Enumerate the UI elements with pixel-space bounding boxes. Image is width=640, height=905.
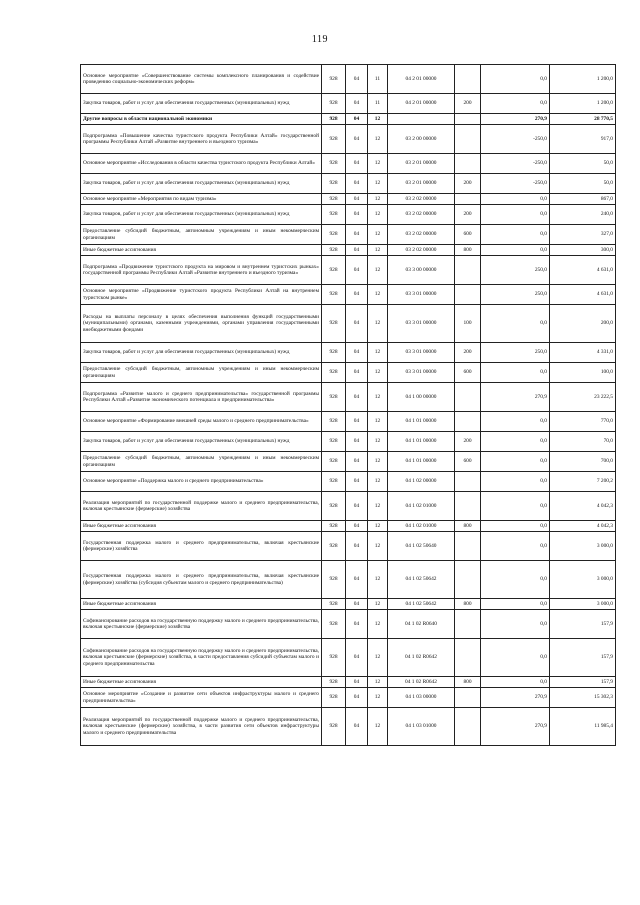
amount-change-cell: 0,0 <box>481 65 550 94</box>
amount-total-cell: 100,0 <box>550 363 616 383</box>
admin-code-cell: 928 <box>322 94 346 114</box>
table-row <box>81 363 616 383</box>
table-row <box>81 599 616 610</box>
expense-type-cell: 200 <box>455 205 481 225</box>
amount-change-cell: 0,0 <box>481 194 550 205</box>
target-article-cell: 04 1 02 50640 <box>388 532 455 561</box>
admin-code-cell: 928 <box>322 639 346 677</box>
amount-change-cell: 0,0 <box>481 521 550 532</box>
amount-total-cell: 300,0 <box>550 245 616 256</box>
table-row <box>81 521 616 532</box>
row-name-cell: Закупка товаров, работ и услуг для обеспечения государственных (муниципальных) нужд <box>81 432 322 452</box>
row-name-cell: Подпрограмма «Продвижение туристского продукта на мировом и внутреннем туристских рынках» государственной программы Республики Алтай «Развитие внутреннего и въездного туризма» <box>81 256 322 285</box>
amount-total-cell: 28 770,5 <box>550 114 616 125</box>
row-name-cell: Иные бюджетные ассигнования <box>81 599 322 610</box>
subsection-code-cell: 12 <box>368 256 388 285</box>
admin-code-cell: 928 <box>322 561 346 599</box>
amount-change-cell: -250,0 <box>481 154 550 174</box>
section-code-cell: 04 <box>346 432 368 452</box>
expense-type-cell <box>455 472 481 492</box>
expense-type-cell <box>455 154 481 174</box>
section-code-cell: 04 <box>346 677 368 688</box>
amount-total-cell: 157,9 <box>550 677 616 688</box>
table-row <box>81 432 616 452</box>
admin-code-cell: 928 <box>322 114 346 125</box>
amount-total-cell: 240,0 <box>550 205 616 225</box>
admin-code-cell: 928 <box>322 205 346 225</box>
table-row <box>81 472 616 492</box>
target-article-cell: 04 1 02 50642 <box>388 599 455 610</box>
expense-type-cell <box>455 708 481 746</box>
expense-type-cell <box>455 125 481 154</box>
amount-change-cell: 270,9 <box>481 708 550 746</box>
row-name-cell: Основное мероприятие «Поддержка малого и среднего предпринимательства» <box>81 472 322 492</box>
row-name-cell: Другие вопросы в области национальной экономики <box>81 114 322 125</box>
subsection-code-cell: 12 <box>368 677 388 688</box>
section-code-cell: 04 <box>346 599 368 610</box>
subsection-code-cell: 12 <box>368 610 388 639</box>
subsection-code-cell: 12 <box>368 452 388 472</box>
subsection-code-cell: 12 <box>368 194 388 205</box>
amount-total-cell: 4 042,3 <box>550 521 616 532</box>
amount-total-cell: 23 222,5 <box>550 383 616 412</box>
section-code-cell: 04 <box>346 94 368 114</box>
amount-total-cell: 700,0 <box>550 452 616 472</box>
row-name-cell: Реализация мероприятий по государственной поддержке малого и среднего предпринимательства, включая крестьянские (фермерские) хозяйства <box>81 492 322 521</box>
row-name-cell: Расходы на выплаты персоналу в целях обеспечения выполнения функций государственными (муниципальными) органами, казенными учреждениями, органами управления государственными внебюджетными фондами <box>81 305 322 343</box>
row-name-cell: Предоставление субсидий бюджетным, автономным учреждениям и иным некоммерческим организациям <box>81 452 322 472</box>
amount-change-cell: 0,0 <box>481 305 550 343</box>
row-name-cell: Основное мероприятие «Формирование внешней среды малого и среднего предпринимательства» <box>81 412 322 432</box>
amount-change-cell: -250,0 <box>481 125 550 154</box>
subsection-code-cell: 12 <box>368 383 388 412</box>
amount-change-cell: 0,0 <box>481 610 550 639</box>
amount-total-cell: 4 631,0 <box>550 256 616 285</box>
target-article-cell: 04 1 02 01000 <box>388 521 455 532</box>
admin-code-cell: 928 <box>322 256 346 285</box>
target-article-cell <box>388 114 455 125</box>
admin-code-cell: 928 <box>322 610 346 639</box>
expense-type-cell <box>455 532 481 561</box>
budget-table <box>80 64 616 746</box>
amount-change-cell: 270,9 <box>481 383 550 412</box>
section-code-cell: 04 <box>346 561 368 599</box>
section-code-cell: 04 <box>346 639 368 677</box>
admin-code-cell: 928 <box>322 65 346 94</box>
target-article-cell: 04 1 00 00000 <box>388 383 455 412</box>
amount-total-cell: 70,0 <box>550 432 616 452</box>
table-row <box>81 532 616 561</box>
expense-type-cell <box>455 639 481 677</box>
expense-type-cell: 200 <box>455 94 481 114</box>
table-row <box>81 561 616 599</box>
subsection-code-cell: 12 <box>368 305 388 343</box>
table-row <box>81 114 616 125</box>
amount-change-cell: 0,0 <box>481 363 550 383</box>
admin-code-cell: 928 <box>322 225 346 245</box>
admin-code-cell: 928 <box>322 708 346 746</box>
amount-change-cell: 0,0 <box>481 639 550 677</box>
expense-type-cell <box>455 688 481 708</box>
table-row <box>81 412 616 432</box>
subsection-code-cell: 12 <box>368 532 388 561</box>
target-article-cell: 03 3 01 00000 <box>388 363 455 383</box>
row-name-cell: Подпрограмма «Повышение качества туристского продукта Республики Алтай» государственной программы Республики Алтай «Развитие внутреннего и въездного туризма» <box>81 125 322 154</box>
amount-change-cell: -250,0 <box>481 174 550 194</box>
target-article-cell: 03 3 01 00000 <box>388 285 455 305</box>
target-article-cell: 03 2 02 00000 <box>388 205 455 225</box>
amount-change-cell: 250,0 <box>481 285 550 305</box>
amount-change-cell: 0,0 <box>481 412 550 432</box>
amount-change-cell: 0,0 <box>481 472 550 492</box>
section-code-cell: 04 <box>346 363 368 383</box>
expense-type-cell: 200 <box>455 432 481 452</box>
amount-change-cell: 0,0 <box>481 452 550 472</box>
amount-total-cell: 4 042,3 <box>550 492 616 521</box>
expense-type-cell <box>455 194 481 205</box>
target-article-cell: 03 2 01 00000 <box>388 174 455 194</box>
amount-change-cell: 250,0 <box>481 256 550 285</box>
target-article-cell: 04 1 02 00000 <box>388 472 455 492</box>
admin-code-cell: 928 <box>322 599 346 610</box>
section-code-cell: 04 <box>346 305 368 343</box>
amount-change-cell: 0,0 <box>481 677 550 688</box>
amount-change-cell: 0,0 <box>481 432 550 452</box>
row-name-cell: Подпрограмма «Развитие малого и среднего предпринимательства» государственной программы Республики Алтай «Развитие экономического потенциала и предпринимательства» <box>81 383 322 412</box>
table-row <box>81 125 616 154</box>
amount-total-cell: 4 631,0 <box>550 285 616 305</box>
amount-change-cell: 0,0 <box>481 205 550 225</box>
section-code-cell: 04 <box>346 245 368 256</box>
subsection-code-cell: 12 <box>368 174 388 194</box>
table-row <box>81 708 616 746</box>
expense-type-cell <box>455 256 481 285</box>
amount-change-cell: 0,0 <box>481 561 550 599</box>
expense-type-cell <box>455 65 481 94</box>
admin-code-cell: 928 <box>322 688 346 708</box>
admin-code-cell: 928 <box>322 285 346 305</box>
row-name-cell: Закупка товаров, работ и услуг для обеспечения государственных (муниципальных) нужд <box>81 174 322 194</box>
target-article-cell: 04 1 02 50642 <box>388 561 455 599</box>
row-name-cell: Закупка товаров, работ и услуг для обеспечения государственных (муниципальных) нужд <box>81 94 322 114</box>
admin-code-cell: 928 <box>322 363 346 383</box>
section-code-cell: 04 <box>346 532 368 561</box>
subsection-code-cell: 11 <box>368 65 388 94</box>
admin-code-cell: 928 <box>322 343 346 363</box>
subsection-code-cell: 12 <box>368 639 388 677</box>
subsection-code-cell: 12 <box>368 472 388 492</box>
admin-code-cell: 928 <box>322 245 346 256</box>
target-article-cell: 04 1 01 00000 <box>388 412 455 432</box>
target-article-cell: 03 2 02 00000 <box>388 194 455 205</box>
section-code-cell: 04 <box>346 452 368 472</box>
row-name-cell: Государственная поддержка малого и среднего предпринимательства, включая крестьянские (фермерские) хозяйства <box>81 532 322 561</box>
target-article-cell: 04 1 02 R0642 <box>388 639 455 677</box>
amount-change-cell: 0,0 <box>481 225 550 245</box>
subsection-code-cell: 12 <box>368 708 388 746</box>
subsection-code-cell: 12 <box>368 205 388 225</box>
table-row <box>81 343 616 363</box>
subsection-code-cell: 12 <box>368 599 388 610</box>
table-row <box>81 688 616 708</box>
table-row <box>81 174 616 194</box>
target-article-cell: 04 1 01 00000 <box>388 452 455 472</box>
row-name-cell: Основное мероприятие «Создание и развитие сети объектов инфраструктуры малого и среднего предпринимательства» <box>81 688 322 708</box>
admin-code-cell: 928 <box>322 677 346 688</box>
amount-total-cell: 157,9 <box>550 610 616 639</box>
target-article-cell: 04 2 01 00000 <box>388 65 455 94</box>
row-name-cell: Предоставление субсидий бюджетным, автономным учреждениям и иным некоммерческим организациям <box>81 363 322 383</box>
admin-code-cell: 928 <box>322 305 346 343</box>
subsection-code-cell: 12 <box>368 125 388 154</box>
table-row <box>81 610 616 639</box>
subsection-code-cell: 12 <box>368 492 388 521</box>
expense-type-cell <box>455 412 481 432</box>
subsection-code-cell: 12 <box>368 561 388 599</box>
section-code-cell: 04 <box>346 65 368 94</box>
expense-type-cell: 800 <box>455 521 481 532</box>
admin-code-cell: 928 <box>322 412 346 432</box>
row-name-cell: Иные бюджетные ассигнования <box>81 677 322 688</box>
amount-change-cell: 250,0 <box>481 343 550 363</box>
target-article-cell: 03 3 01 00000 <box>388 343 455 363</box>
amount-change-cell: 0,0 <box>481 599 550 610</box>
table-row <box>81 383 616 412</box>
subsection-code-cell: 12 <box>368 688 388 708</box>
target-article-cell: 04 1 03 01000 <box>388 708 455 746</box>
amount-total-cell: 11 985,4 <box>550 708 616 746</box>
admin-code-cell: 928 <box>322 383 346 412</box>
row-name-cell: Иные бюджетные ассигнования <box>81 521 322 532</box>
table-row <box>81 285 616 305</box>
expense-type-cell: 600 <box>455 225 481 245</box>
target-article-cell: 03 2 01 00000 <box>388 154 455 174</box>
subsection-code-cell: 12 <box>368 245 388 256</box>
admin-code-cell: 928 <box>322 521 346 532</box>
subsection-code-cell: 12 <box>368 521 388 532</box>
amount-change-cell: 0,0 <box>481 532 550 561</box>
expense-type-cell: 800 <box>455 599 481 610</box>
row-name-cell: Софинансирование расходов на государственную поддержку малого и среднего предпринимательства, включая крестьянские (фермерские) хозяйства, в части предоставления субсидий субъектам малого и среднего предпринимательства <box>81 639 322 677</box>
amount-total-cell: 770,0 <box>550 412 616 432</box>
table-row <box>81 65 616 94</box>
subsection-code-cell: 12 <box>368 432 388 452</box>
amount-change-cell: 270,9 <box>481 114 550 125</box>
amount-change-cell: 0,0 <box>481 492 550 521</box>
target-article-cell: 04 2 01 00000 <box>388 94 455 114</box>
section-code-cell: 04 <box>346 256 368 285</box>
table-row <box>81 245 616 256</box>
table-row <box>81 677 616 688</box>
subsection-code-cell: 12 <box>368 363 388 383</box>
subsection-code-cell: 12 <box>368 114 388 125</box>
amount-total-cell: 3 000,0 <box>550 561 616 599</box>
admin-code-cell: 928 <box>322 154 346 174</box>
amount-total-cell: 50,0 <box>550 154 616 174</box>
amount-total-cell: 3 000,0 <box>550 532 616 561</box>
target-article-cell: 03 3 00 00000 <box>388 256 455 285</box>
expense-type-cell <box>455 492 481 521</box>
amount-total-cell: 1 200,0 <box>550 65 616 94</box>
section-code-cell: 04 <box>346 285 368 305</box>
amount-change-cell: 270,9 <box>481 688 550 708</box>
target-article-cell: 04 1 02 R0642 <box>388 677 455 688</box>
row-name-cell: Реализация мероприятий по государственной поддержке малого и среднего предпринимательства, включая крестьянские (фермерские) хозяйства, в части развития сети объектов инфраструктуры малого и среднего предпринимательства <box>81 708 322 746</box>
table-row <box>81 94 616 114</box>
table-row <box>81 205 616 225</box>
target-article-cell: 04 1 02 01000 <box>388 492 455 521</box>
section-code-cell: 04 <box>346 174 368 194</box>
section-code-cell: 04 <box>346 125 368 154</box>
section-code-cell: 04 <box>346 114 368 125</box>
expense-type-cell: 600 <box>455 452 481 472</box>
admin-code-cell: 928 <box>322 492 346 521</box>
section-code-cell: 04 <box>346 412 368 432</box>
amount-total-cell: 15 302,3 <box>550 688 616 708</box>
section-code-cell: 04 <box>346 154 368 174</box>
row-name-cell: Предоставление субсидий бюджетным, автономным учреждениям и иным некоммерческим организациям <box>81 225 322 245</box>
section-code-cell: 04 <box>346 472 368 492</box>
expense-type-cell: 200 <box>455 343 481 363</box>
table-row <box>81 256 616 285</box>
section-code-cell: 04 <box>346 225 368 245</box>
expense-type-cell <box>455 561 481 599</box>
row-name-cell: Закупка товаров, работ и услуг для обеспечения государственных (муниципальных) нужд <box>81 343 322 363</box>
amount-total-cell: 917,0 <box>550 125 616 154</box>
admin-code-cell: 928 <box>322 125 346 154</box>
section-code-cell: 04 <box>346 610 368 639</box>
target-article-cell: 03 2 02 00000 <box>388 225 455 245</box>
target-article-cell: 03 2 00 00000 <box>388 125 455 154</box>
amount-total-cell: 50,0 <box>550 174 616 194</box>
expense-type-cell <box>455 285 481 305</box>
table-row <box>81 305 616 343</box>
section-code-cell: 04 <box>346 492 368 521</box>
subsection-code-cell: 12 <box>368 154 388 174</box>
expense-type-cell: 800 <box>455 245 481 256</box>
expense-type-cell <box>455 383 481 412</box>
row-name-cell: Основное мероприятие «Совершенствование системы комплексного планирования и содействие проведению социально-экономических реформ» <box>81 65 322 94</box>
expense-type-cell: 200 <box>455 174 481 194</box>
expense-type-cell: 800 <box>455 677 481 688</box>
row-name-cell: Софинансирование расходов на государственную поддержку малого и среднего предпринимательства, включая крестьянские (фермерские) хозяйства <box>81 610 322 639</box>
amount-total-cell: 327,0 <box>550 225 616 245</box>
subsection-code-cell: 12 <box>368 225 388 245</box>
admin-code-cell: 928 <box>322 432 346 452</box>
subsection-code-cell: 11 <box>368 94 388 114</box>
target-article-cell: 04 1 02 R0640 <box>388 610 455 639</box>
admin-code-cell: 928 <box>322 532 346 561</box>
amount-total-cell: 3 000,0 <box>550 599 616 610</box>
amount-total-cell: 4 331,0 <box>550 343 616 363</box>
subsection-code-cell: 12 <box>368 412 388 432</box>
expense-type-cell <box>455 114 481 125</box>
budget-table-body <box>81 65 616 746</box>
section-code-cell: 04 <box>346 708 368 746</box>
amount-change-cell: 0,0 <box>481 94 550 114</box>
row-name-cell: Иные бюджетные ассигнования <box>81 245 322 256</box>
subsection-code-cell: 12 <box>368 285 388 305</box>
amount-total-cell: 200,0 <box>550 305 616 343</box>
section-code-cell: 04 <box>346 205 368 225</box>
row-name-cell: Основное мероприятие «Исследования в области качества туристского продукта Республики Алтай» <box>81 154 322 174</box>
admin-code-cell: 928 <box>322 174 346 194</box>
amount-change-cell: 0,0 <box>481 245 550 256</box>
table-row <box>81 452 616 472</box>
section-code-cell: 04 <box>346 194 368 205</box>
row-name-cell: Закупка товаров, работ и услуг для обеспечения государственных (муниципальных) нужд <box>81 205 322 225</box>
section-code-cell: 04 <box>346 383 368 412</box>
subsection-code-cell: 12 <box>368 343 388 363</box>
amount-total-cell: 1 200,0 <box>550 94 616 114</box>
admin-code-cell: 928 <box>322 472 346 492</box>
admin-code-cell: 928 <box>322 452 346 472</box>
section-code-cell: 04 <box>346 521 368 532</box>
table-row <box>81 154 616 174</box>
target-article-cell: 04 1 01 00000 <box>388 432 455 452</box>
admin-code-cell: 928 <box>322 194 346 205</box>
amount-total-cell: 157,9 <box>550 639 616 677</box>
row-name-cell: Государственная поддержка малого и среднего предпринимательства, включая крестьянские (фермерские) хозяйства (субсидия субъектам малого и среднего предпринимательства) <box>81 561 322 599</box>
expense-type-cell: 600 <box>455 363 481 383</box>
page-number: 119 <box>311 34 329 45</box>
table-row <box>81 492 616 521</box>
row-name-cell: Основное мероприятие «Мероприятия по видам туризма» <box>81 194 322 205</box>
target-article-cell: 03 3 01 00000 <box>388 305 455 343</box>
table-row <box>81 639 616 677</box>
table-row <box>81 194 616 205</box>
target-article-cell: 04 1 03 00000 <box>388 688 455 708</box>
section-code-cell: 04 <box>346 688 368 708</box>
section-code-cell: 04 <box>346 343 368 363</box>
table-row <box>81 225 616 245</box>
row-name-cell: Основное мероприятие «Продвижение туристского продукта Республики Алтай на внутреннем туристском рынке» <box>81 285 322 305</box>
amount-total-cell: 867,0 <box>550 194 616 205</box>
target-article-cell: 03 2 02 00000 <box>388 245 455 256</box>
expense-type-cell: 100 <box>455 305 481 343</box>
amount-total-cell: 7 200,2 <box>550 472 616 492</box>
expense-type-cell <box>455 610 481 639</box>
